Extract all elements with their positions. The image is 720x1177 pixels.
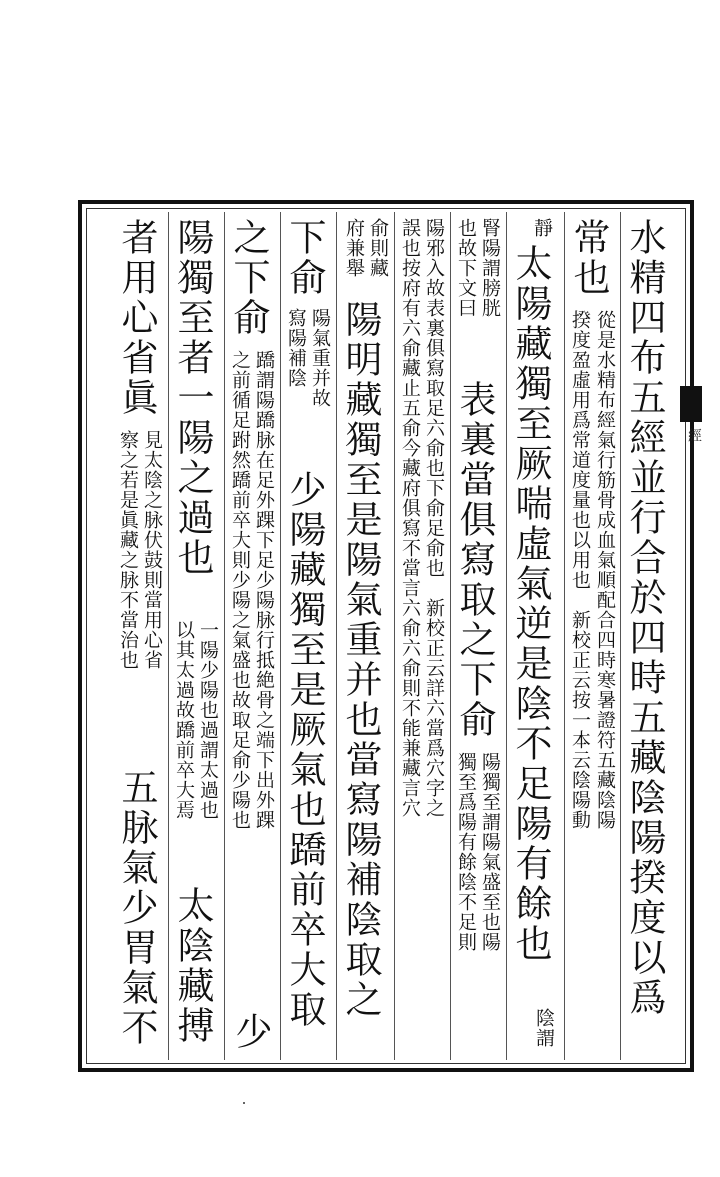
text-column: 陽獨至者一陽之過也 bbox=[171, 218, 214, 578]
text-column: 者用心省眞 bbox=[115, 218, 158, 418]
column-rule bbox=[280, 212, 281, 1060]
column-rule bbox=[224, 212, 225, 1060]
text-column: 表裏當俱寫取之下俞 bbox=[453, 380, 496, 740]
annotation-column: 陽獨至謂陽氣盛至也陽 bbox=[479, 752, 501, 952]
text-column: 之下俞 bbox=[227, 218, 270, 338]
annotation-column: 陽邪入故表裏俱寫取足六俞也下俞足俞也 新校正云詳六當爲穴字之 bbox=[423, 218, 445, 818]
annotation-column: 見太陰之脉伏鼓則當用心省 bbox=[141, 430, 163, 670]
annotation-column: 靜 bbox=[531, 218, 553, 238]
text-column: 少 bbox=[229, 1012, 272, 1052]
annotation-column: 以其太過故蹻前卒大焉 bbox=[173, 620, 195, 820]
column-rule bbox=[620, 212, 621, 1060]
column-rule bbox=[336, 212, 337, 1060]
annotation-column: 也故下文曰 bbox=[455, 218, 477, 318]
ink-speck bbox=[243, 1102, 245, 1104]
text-column: 五脉氣少胃氣不 bbox=[115, 768, 158, 1048]
column-rule bbox=[506, 212, 507, 1060]
annotation-column: 陰謂 bbox=[533, 1008, 555, 1048]
annotation-column: 獨至爲陽有餘陰不足則 bbox=[455, 752, 477, 952]
annotation-column: 俞則藏 bbox=[367, 218, 389, 278]
annotation-column: 府兼舉 bbox=[343, 218, 365, 278]
annotation-column: 揆度盈虛用爲常道度量也以用也 新校正云按一本云陰陽動 bbox=[569, 310, 591, 830]
fish-tail-mark bbox=[680, 386, 702, 422]
annotation-column: 察之若是眞藏之脉不當治也 bbox=[117, 430, 139, 670]
annotation-column: 陽氣重并故 bbox=[309, 308, 331, 408]
annotation-column: 蹻謂陽蹻脉在足外踝下足少陽脉行抵絶骨之端下出外踝 bbox=[253, 350, 275, 830]
text-column: 下俞 bbox=[283, 218, 326, 298]
annotation-column: 誤也按府有六俞藏止五俞今藏府俱寫不當言六俞六俞則不能兼藏言穴 bbox=[399, 218, 421, 818]
column-rule bbox=[450, 212, 451, 1060]
text-column: 太陽藏獨至厥喘虛氣逆是陰不足陽有餘也 bbox=[509, 244, 552, 964]
annotation-column: 從是水精布經氣行筋骨成血氣順配合四時寒暑證符五藏陰陽 bbox=[594, 310, 616, 830]
text-column: 水精四布五經並行合於四時五藏陰陽揆度以爲 bbox=[623, 218, 666, 1018]
annotation-column: 腎陽謂膀胱 bbox=[479, 218, 501, 318]
column-rule bbox=[564, 212, 565, 1060]
text-column: 太陰藏搏 bbox=[171, 886, 214, 1046]
margin-title: 經 bbox=[686, 428, 702, 442]
text-column: 少陽藏獨至是厥氣也蹻前卒大取 bbox=[283, 470, 326, 1030]
column-rule bbox=[168, 212, 169, 1060]
text-column: 常也 bbox=[567, 218, 610, 298]
annotation-column: 之前循足跗然蹻前卒大則少陽之氣盛也故取足俞少陽也 bbox=[229, 350, 251, 830]
annotation-column: 寫陽補陰 bbox=[285, 308, 307, 388]
annotation-column: 一陽少陽也過謂太過也 bbox=[197, 620, 219, 820]
column-rule bbox=[394, 212, 395, 1060]
text-column: 陽明藏獨至是陽氣重并也當寫陽補陰取之 bbox=[339, 300, 382, 1020]
